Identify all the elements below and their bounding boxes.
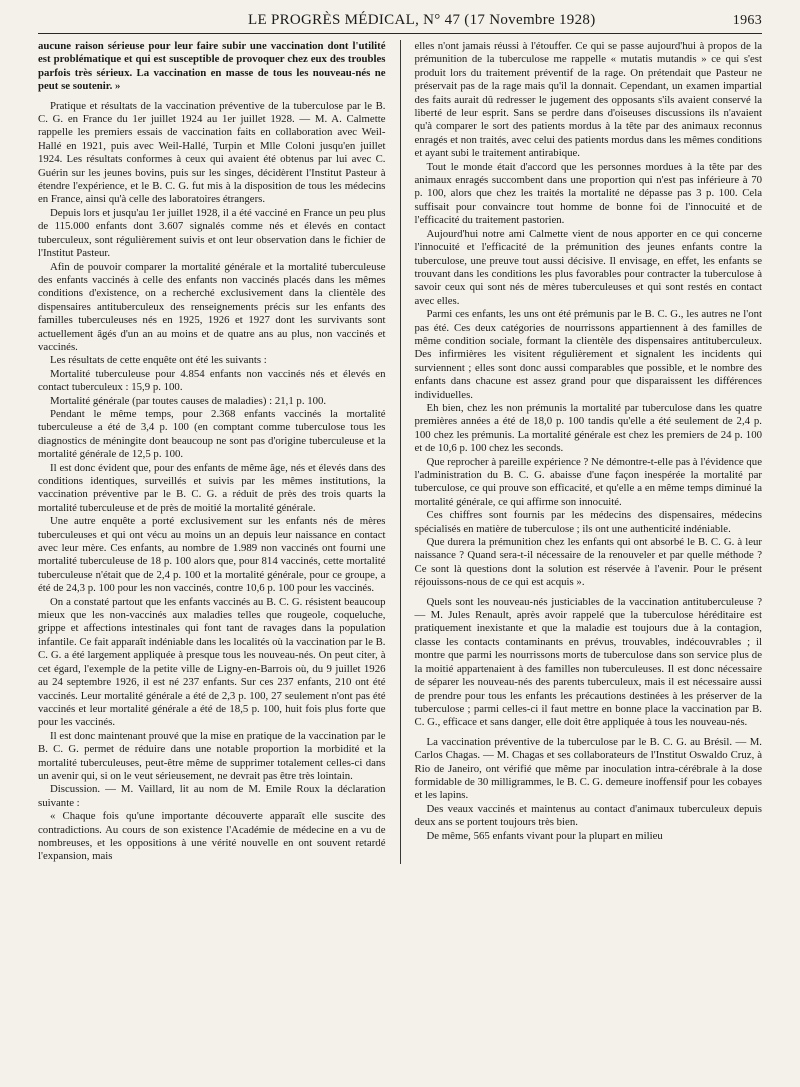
paragraph: Pendant le même temps, pour 2.368 enfants vaccinés la mortalité tuberculeuse a été de 3,4 p. 100 (en comptant comme tuberculose tous les diagnostics de méningite dont beaucoup ne sont pas d'origine tuberculeuse et la mortalité générale de 12,5 p. 100.	[38, 407, 386, 461]
paragraph: Une autre enquête a porté exclusivement sur les enfants nés de mères tuberculeuses et qui ont vécu au moins un an depuis leur naissance en contact avec leur mère. Ces enfants, au nombre de 1.989 non vaccinés ont fourni une mortalité tuberculeuse de 18 p. 100 alors que, pour 814 vaccinés, cette mortalité tuberculeuse n'était que de 2,4 p. 100 et la mortalité générale, pour ce groupe, a été de 24,3 p. 100 pour les non vaccinés, contre 10,6 p. 100 pour les vaccinés.	[38, 515, 386, 595]
left-column	[38, 40, 386, 864]
paragraph: Mortalité tuberculeuse pour 4.854 enfants non vaccinés nés et élevés en contact tuberculeux : 15,9 p. 100.	[38, 367, 386, 394]
paragraph: Mortalité générale (par toutes causes de maladies) : 21,1 p. 100.	[50, 394, 327, 407]
paragraph: « Chaque fois qu'une importante découverte apparaît elle suscite des contradictions. Au cours de son existence l'Académie de médecine en a vu de nombreuses, et les oppositions à une vérité nouvelle en ont souvent retardé l'expansion, mais	[38, 810, 386, 863]
paragraph: La vaccination préventive de la tuberculose par le B. C. G. au Brésil. — M. Carlos Chagas. — M. Chagas et ses collaborateurs de l'Institut Oswaldo Cruz, à Rio de Janeiro, ont vérifié que même par inoculation intra-cérébrale à la dose formidable de 30 milligrammes, le B. C. G. demeure inoffensif pour les cobayes et les lapins.	[414, 735, 762, 802]
paragraph: Que durera la prémunition chez les enfants qui ont absorbé le B. C. G. à leur naissance ? Quand sera-t-il nécessaire de la renouveler et par quelle méthode ? Ce sont là questions dont la solution est réservée à l'avenir. Pour le présent réjouissons-nous de ce qui est acquis ».	[414, 536, 762, 589]
text-columns	[38, 40, 762, 864]
paragraph: Discussion. — M. Vaillard, lit au nom de M. Emile Roux la déclaration suivante :	[38, 783, 386, 809]
journal-title: LE PROGRÈS MÉDICAL, N° 47 (17 Novembre 1928)	[248, 12, 596, 28]
paragraph: De même, 565 enfants vivant pour la plupart en milieu	[426, 829, 663, 842]
paragraph: Ces chiffres sont fournis par les médecins des dispensaires, médecins spécialisés en matière de tuberculose ; ils ont une authenticité indéniable.	[414, 509, 762, 535]
paragraph: Afin de pouvoir comparer la mortalité générale et la mortalité tuberculeuse des enfants vaccinés à celle des enfants non vaccinés placés dans les mêmes conditions d'existence, on a recherché exclusivement dans la clientèle des dispensaires antituberculeux des renseignements précis sur les enfants des familles tuberculeuses nés en 1925, 1926 et 1927 dont les survivants sont actuellement âgés d'un an au moins et de quatre ans au plus, non vaccinés et vaccinés.	[38, 260, 386, 353]
running-header	[248, 12, 762, 29]
paragraph: Aujourd'hui notre ami Calmette vient de nous apporter en ce qui concerne l'innocuité et l'efficacité de la prémunition des jeunes enfants contre la tuberculose, une preuve tout aussi décisive. Il envisage, en effet, les enfants se trouvant dans les conditions les plus favorables pour contracter la tuberculose à savoir ceux qui sont nés de mères tuberculeuses et qui sont restés en contact avec elles.	[414, 227, 762, 307]
paragraph: Quels sont les nouveau-nés justiciables de la vaccination antituberculeuse ? — M. Jules Renault, après avoir rappelé que la tuberculose héréditaire est pratiquement inexistante et que la maladie est toujours due à la contagion, classe les contacts contaminants en prévus, trouvables, indécouvrables ; il montre que parmi les nourrissons morts de tuberculose dans son service plus de la moitié appartenaient à des familles non tuberculeuses. Il est donc nécessaire de séparer les nouveau-nés des parents tuberculeux, mais il est nécessaire aussi de prendre pour tous les enfants les précautions destinées à les préserver de la tuberculose ; parmi celles-ci il faut mettre en bonne place la vaccination par B. C. G., efficace et sans danger, elle doit être appliquée à tous les nouveau-nés.	[414, 595, 762, 729]
paragraph: aucune raison sérieuse pour leur faire subir une vaccination dont l'utilité est problématique et qui est susceptible de provoquer chez eux des troubles parfois très sérieux. La vaccination en masse de tous les nouveau-nés ne peut se soutenir. »	[38, 40, 386, 93]
paragraph: On a constaté partout que les enfants vaccinés au B. C. G. résistent beaucoup mieux que les non-vaccinés aux maladies telles que rougeole, coqueluche, grippe et affections intestinales qui font tant de ravages dans la population infantile. Ce fait apparaît indéniable dans les localités où la vaccination par le B. C. G. a été largement appliquée à presque tous les nouveau-nés. On peut citer, à cet égard, l'exemple de la petite ville de Ligny-en-Barrois où, du 9 juillet 1926 au 24 septembre 1926, il est né 237 enfants. Sur ces 237 enfants, 210 ont été vaccinés. Leur mortalité générale a été de 2,3 p. 100, 27 seulement n'ont pas été vaccinés et leur mortalité générale a été de 18,5 p. 100, huit fois plus forte que pour les vaccinés.	[38, 595, 386, 729]
paragraph: Il est donc maintenant prouvé que la mise en pratique de la vaccination par le B. C. G. permet de réduire dans une notable proportion la morbidité et la mortalité tuberculeuses, peut-être même de supprimer totalement celles-ci dans un avenir qui, si on le veut sérieusement, ne devrait pas être très lointain.	[38, 729, 386, 782]
paragraph: elles n'ont jamais réussi à l'étouffer. Ce qui se passe aujourd'hui à propos de la prémunition de la tuberculose me rappelle « mutatis mutandis » ce qui s'est produit lors du traitement préventif de la rage. On prétendait que Pasteur ne préservait pas de la rage mais qu'il la donnait. Cependant, un examen impartial des faits aurait dû redresser le jugement des opposants s'ils avaient conservé la liberté de leur esprit. Sans se perdre dans d'oiseuses discussions ils n'avaient qu'à comparer le sort des patients mordus à la tête par des animaux reconnus enragés et non traités, avec celui des patients mordus dans les mêmes conditions et ayant subi le traitement antirabique.	[414, 40, 762, 160]
paragraph: Les résultats de cette enquête ont été les suivants :	[50, 354, 267, 367]
paragraph: Pratique et résultats de la vaccination préventive de la tuberculose par le B. C. G. en France du 1er juillet 1924 au 1er juillet 1928. — M. A. Calmette rappelle les premiers essais de vaccination faits en collaboration avec Weil-Hallé en 1921, puis avec Weil-Hallé, Turpin et Mlle Coloni jusqu'en juillet 1924. Les résultats conformes à ceux qui avaient été obtenus par lui avec C. Guérin sur les jeunes bovins, puis sur les singes, décidèrent l'Institut Pasteur à étendre l'expérience, et le B. C. G. fut mis à la disposition de tous les médecins en France, ainsi qu'à celle des laboratoires étrangers.	[38, 99, 386, 206]
page-number: 1963	[732, 13, 762, 28]
column-divider	[400, 40, 401, 864]
paragraph: Depuis lors et jusqu'au 1er juillet 1928, il a été vacciné en France un peu plus de 115.000 enfants dont 3.607 signalés comme nés et élevés en contact tuberculeux, sont régulièrement suivis et ont leur observation dans le fichier de l'Institut Pasteur.	[38, 206, 386, 260]
paragraph: Tout le monde était d'accord que les personnes mordues à la tête par des animaux enragés succombent dans une proportion qui n'est pas inférieure à 70 p. 100, alors que chez les traités la mortalité ne dépasse pas 3 p. 100. Cela suffisait pour convaincre tout homme de bonne foi de l'innocuité et de l'efficacité du traitement pastorien.	[414, 160, 762, 227]
paragraph: Parmi ces enfants, les uns ont été prémunis par le B. C. G., les autres ne l'ont pas été. Ces deux catégories de nourrissons appartiennent à des familles de même condition sociale, formant la clientèle des dispensaires antituberculeux. Des infirmières les visitent régulièrement et signalent les incidents qui surviennent ; elles sont donc aussi comparables que possible, et le nombre des enfants dans chacune est assez grand pour que disparaissent les différences individuelles.	[414, 308, 762, 401]
paragraph: Il est donc évident que, pour des enfants de même âge, nés et élevés dans des conditions identiques, surveillés et suivis par les mêmes institutions, la vaccination préventive par le B. C. G. a réduit de près des trois quarts la mortalité tuberculeuse et de près de moitié la mortalité générale.	[38, 461, 386, 514]
header-rule	[38, 33, 762, 34]
paragraph: Des veaux vaccinés et maintenus au contact d'animaux tuberculeux depuis deux ans se portent toujours très bien.	[414, 802, 762, 829]
right-column	[415, 40, 763, 864]
paragraph: Que reprocher à pareille expérience ? Ne démontre-t-elle pas à l'évidence que l'administration du B. C. G. abaisse d'une façon inespérée la mortalité par tuberculose, ce qui prouve son efficacité, et qu'elle a en même temps diminué la mortalité générale, ce qui affirme son innocuité.	[414, 455, 762, 508]
paragraph: Eh bien, chez les non prémunis la mortalité par tuberculose dans les quatre premières années a été de 18,0 p. 100 tandis qu'elle a été seulement de 2,4 p. 100 chez les prémunis. La mortalité générale est chez les premiers de 24 p. 100 et de 10,6 p. 100 chez les seconds.	[414, 401, 762, 455]
